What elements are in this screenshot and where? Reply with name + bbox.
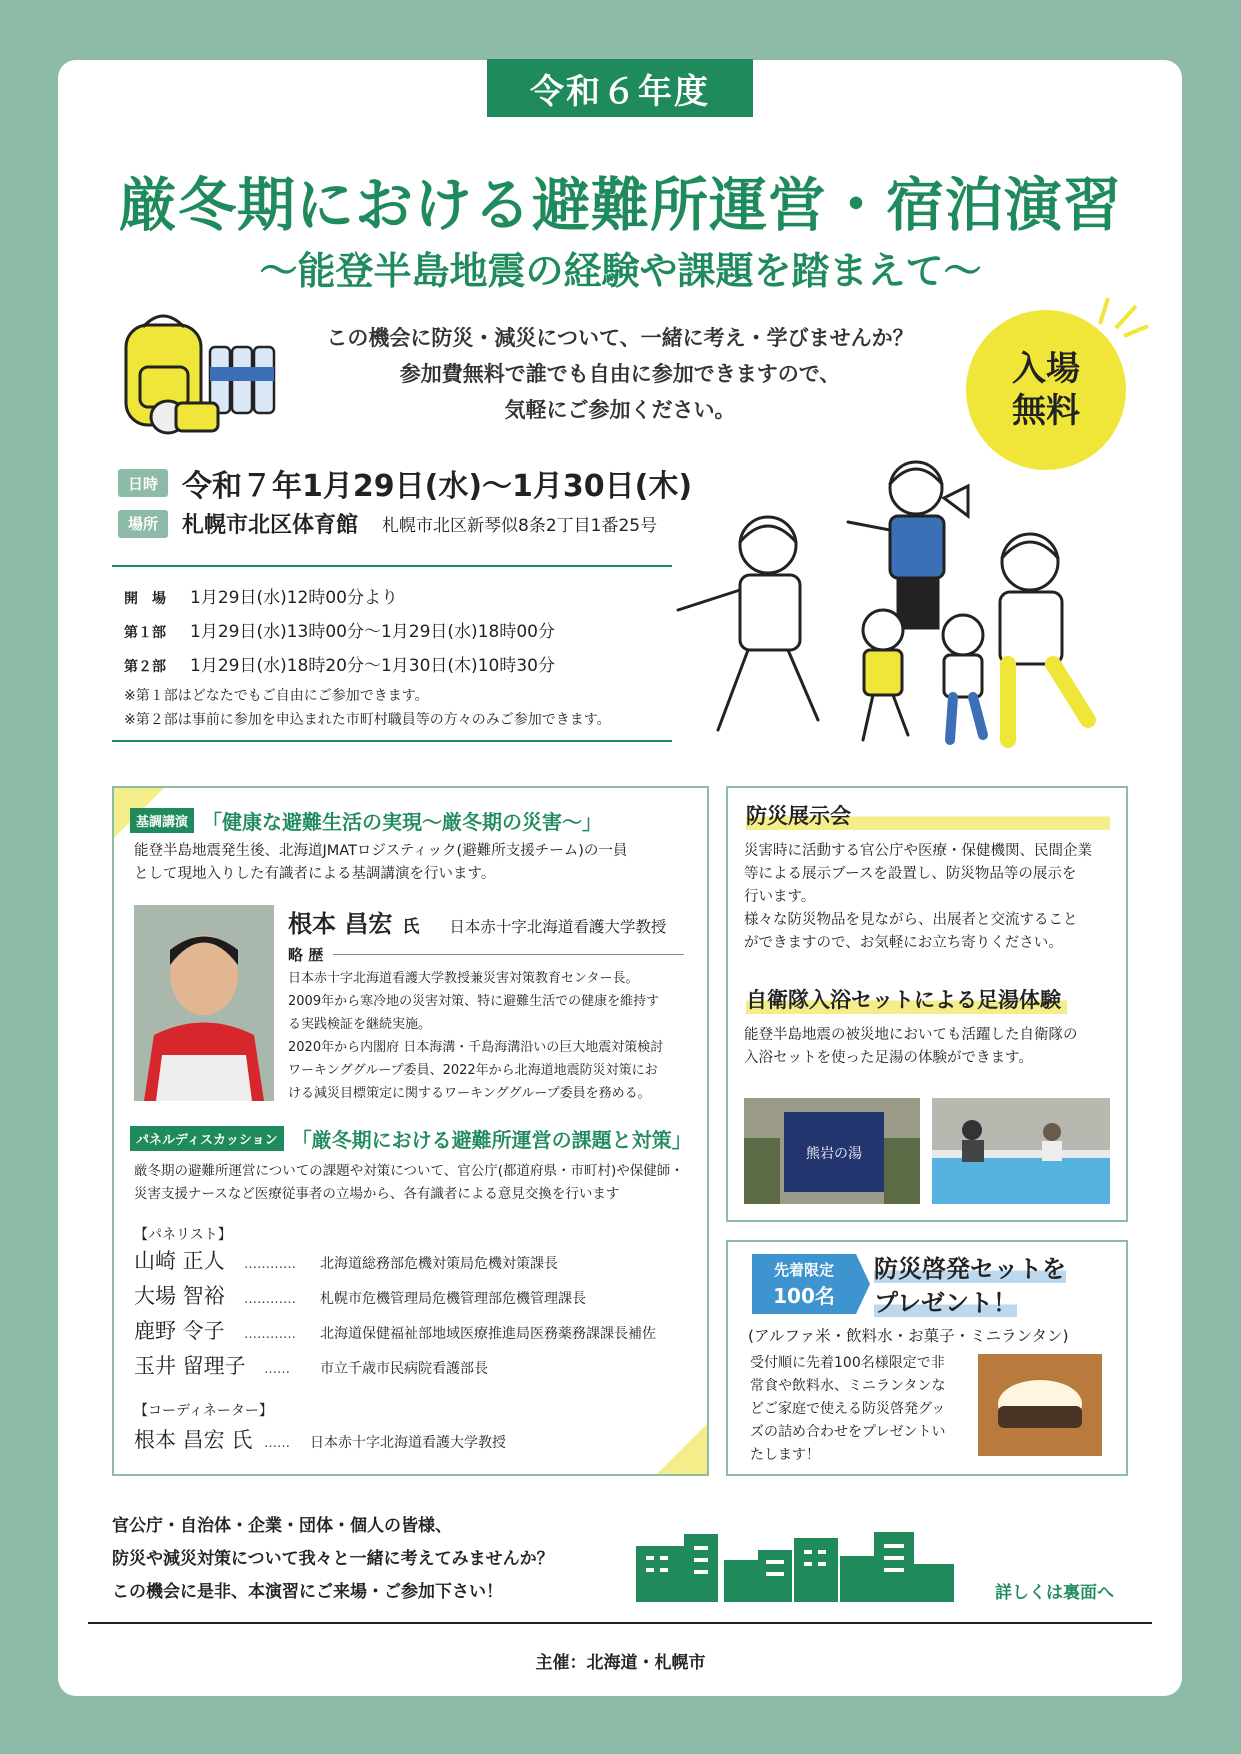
keynote-description: 能登半島地震発生後、北海道JMATロジスティック(避難所支援チーム)の一員 として現地入りした有識者による基調講演を行います。: [134, 843, 628, 882]
bath-title: 自衛隊入浴セットによる足湯体験: [746, 984, 1067, 1014]
event-title: 厳冬期における避難所運営・宿泊演習: [118, 171, 1122, 239]
bath-banner-image: [744, 1098, 920, 1204]
coordinator-row: 根本 昌宏 氏 …… 日本赤十字北海道看護大学教授: [134, 1428, 506, 1452]
place-name: 札幌市北区体育館: [182, 513, 359, 538]
footbath-photo: [932, 1098, 1110, 1204]
bath-banner-photo: [744, 1098, 920, 1204]
lantern-image: [978, 1354, 1102, 1456]
divider: [112, 565, 672, 567]
panel-title: 「厳冬期における避難所運営の課題と対策」: [291, 1128, 692, 1152]
panelist-list: [134, 1245, 704, 1385]
keynote-label: 基調講演: [130, 808, 194, 833]
organizer: 主催：北海道・札幌市: [535, 1653, 706, 1673]
see-back-link[interactable]: 詳しくは裏面へ: [995, 1583, 1114, 1603]
exhibit-title: 防災展示会: [746, 800, 1110, 830]
exhibit-title-wrap: [746, 800, 1110, 830]
sparkle-lines-icon: [1092, 288, 1152, 338]
emergency-supplies-illustration: [118, 305, 278, 445]
closing-message: 官公庁・自治体・企業・団体・個人の皆様、 防災や減災対策について我々と一緒に考えてみませんか？ この機会に是非、本演習にご来場・ご参加下さい！: [112, 1516, 554, 1602]
divider: [112, 740, 672, 742]
place-tag: 場所: [118, 510, 168, 538]
panelists-label: 【パネリスト】: [134, 1227, 232, 1243]
keynote-header: [130, 806, 602, 835]
speaker-title: 日本赤十字北海道看護大学教授: [449, 918, 667, 936]
badge-arrow-icon: [856, 1254, 870, 1314]
panel-header: [130, 1124, 692, 1153]
free-admission-badge: 入場 無料: [966, 310, 1126, 470]
exhibit-description: 災害時に活動する官公庁や医療・保健機関、民間企業 等による展示ブースを設置し、防災物品等の展示を 行います。 様々な防災物品を見ながら、出展者と交流すること ができますので、お気軽にお立ち寄りください。: [744, 843, 1092, 951]
speaker-name: 根本 昌宏: [288, 910, 393, 938]
panel-description: 厳冬期の避難所運営についての課題や対策について、官公庁(都道府県・市町村)や保健師・ 災害支援ナースなど医療従事者の立場から、各有識者による意見交換を行います: [134, 1163, 684, 1202]
keynote-title: 「健康な避難生活の実現～厳冬期の災害～」: [202, 810, 603, 834]
gift-title: 防災啓発セットを プレゼント！: [874, 1255, 1066, 1317]
panelist-row: 山崎 正人 ………… 北海道総務部危機対策局危機対策課長: [134, 1249, 558, 1273]
place-address: 札幌市北区新琴似8条2丁目1番25号: [382, 516, 658, 536]
bath-banner-text: 熊岩の湯: [806, 1146, 862, 1162]
schedule-item: 第２部 1月29日(水)18時20分～1月30日(木)10時30分: [124, 656, 555, 676]
city-skyline-icon: [634, 1526, 958, 1602]
intro-text: この機会に防災・減災について、一緒に考え・学びませんか？ 参加費無料で誰でも自由に参加できますので、 気軽にご参加ください。: [326, 326, 914, 422]
coordinator-label: 【コーディネーター】: [134, 1403, 273, 1419]
date-tag: 日時: [118, 469, 168, 497]
event-date: 令和７年1月29日(水)～1月30日(木): [182, 469, 693, 504]
event-subtitle: ～能登半島地震の経験や課題を踏まえて～: [259, 249, 982, 293]
footer-divider: [88, 1622, 1152, 1624]
corner-decoration: [657, 1424, 707, 1474]
speaker-info: 根本 昌宏 氏 日本赤十字北海道看護大学教授: [288, 904, 666, 939]
year-badge: 令和６年度: [487, 59, 753, 117]
schedule-item: 開 場 1月29日(水)12時00分より: [124, 588, 398, 608]
lantern-photo: [978, 1354, 1102, 1456]
gift-description: 受付順に先着100名様限定で非 常食や飲料水、ミニランタンな どご家庭で使える防災啓発グッ ズの詰め合わせをプレゼントい たします！: [750, 1355, 946, 1463]
schedule-list: [124, 582, 555, 684]
schedule-notes: ※第１部はどなたでもご自由にご参加できます。 ※第２部は事前に参加を申込まれた市町村職員等の方々のみご参加できます。: [124, 688, 611, 728]
bio-divider: [333, 954, 684, 955]
panelist-row: 鹿野 令子 ………… 北海道保健福祉部地域医療推進局医務薬務課課長補佐: [134, 1319, 656, 1343]
bath-title-wrap: [746, 984, 1067, 1014]
bio-header: 略 歴: [288, 944, 684, 965]
event-date-row: [118, 461, 692, 505]
gift-items: (アルファ米・飲料水・お菓子・ミニランタン): [748, 1327, 1069, 1345]
speaker-photo: [134, 905, 274, 1101]
footbath-image: [932, 1098, 1110, 1204]
panelist-row: 玉井 留理子 …… 市立千歳市民病院看護部長: [134, 1354, 488, 1378]
event-place-row: [118, 508, 657, 539]
evacuation-people-illustration: [668, 450, 1128, 750]
speaker-portrait-image: [134, 905, 274, 1101]
schedule-item: 第１部 1月29日(水)13時00分～1月29日(水)18時00分: [124, 622, 555, 642]
panel-label: パネルディスカッション: [130, 1126, 284, 1151]
panelist-row: 大場 智裕 ………… 札幌市危機管理局危機管理部危機管理課長: [134, 1284, 586, 1308]
bath-description: 能登半島地震の被災地においても活躍した自衛隊の 入浴セットを使った足湯の体験ができます。: [744, 1027, 1078, 1066]
first-come-badge: 先着限定 100名: [752, 1254, 856, 1314]
speaker-bio: 日本赤十字北海道看護大学教授兼災害対策教育センター長。 2009年から寒冷地の災害対策、特に避難生活での健康を維持す る実践検証を継続実施。 2020年から内閣府 日本海溝・千島海溝沿いの巨大地震対策検討 ワーキンググループ委員、2022年から北海道地震防災対策にお ける減災目標策定に関するワーキンググループ委員を務める。: [288, 971, 664, 1101]
